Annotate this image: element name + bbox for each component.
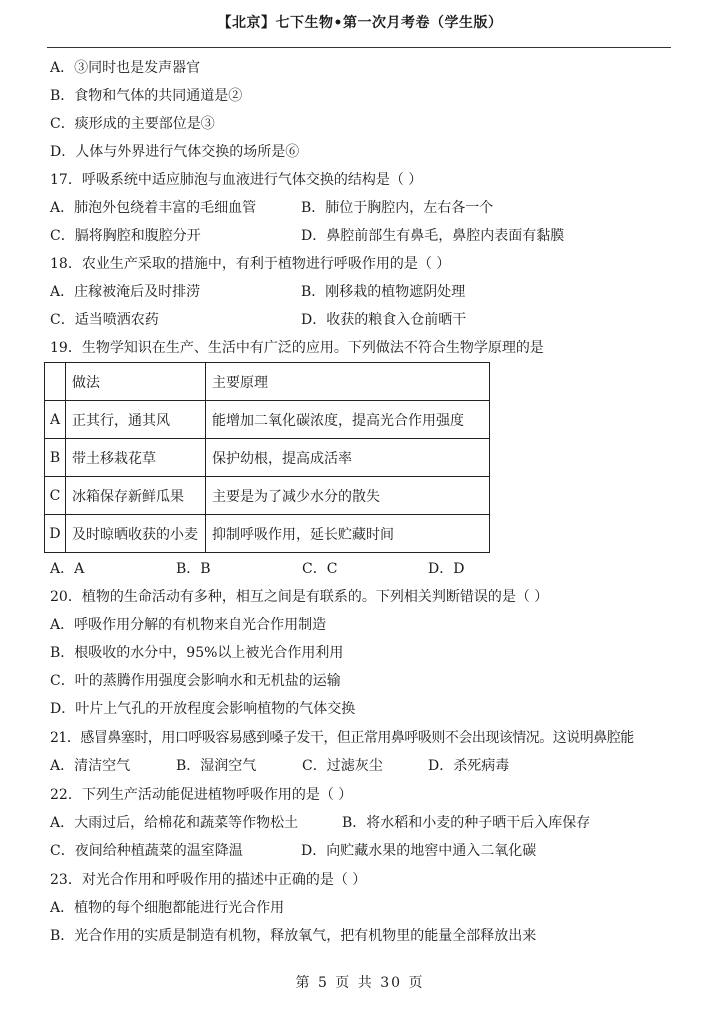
q17-option-c: C．膈将胸腔和腹腔分开 [50, 228, 201, 244]
q21-option-a: A．清洁空气 [50, 758, 131, 774]
q20-stem: 20．植物的生命活动有多种，相互之间是有联系的。下列相关判断错误的是（ ） [50, 589, 549, 605]
q18-stem: 18．农业生产采取的措施中，有利于植物进行呼吸作用的是（ ） [50, 256, 451, 272]
q22-option-c: C．夜间给种植蔬菜的温室降温 [50, 843, 243, 859]
table-cell: 及时晾晒收获的小麦 [66, 515, 206, 553]
q16-option-b: B．食物和气体的共同通道是② [50, 88, 243, 104]
q22-option-b: B．将水稻和小麦的种子晒干后入库保存 [342, 815, 591, 831]
table-header-cell: 主要原理 [206, 363, 490, 401]
q21-stem: 21．感冒鼻塞时，用口呼吸容易感到嗓子发干，但正常用鼻呼吸则不会出现该情况。这说明鼻腔能 [50, 730, 634, 746]
q16-option-d: D．人体与外界进行气体交换的场所是⑥ [50, 144, 300, 160]
q23-option-b: B．光合作用的实质是制造有机物，释放氧气，把有机物里的能量全部释放出来 [50, 928, 537, 944]
table-row [45, 477, 490, 515]
table-row [45, 401, 490, 439]
table-cell: B [45, 439, 66, 477]
page-header: 【北京】七下生物•第一次月考卷（学生版） [217, 15, 503, 31]
q19-option-b: B．B [176, 561, 211, 577]
table-cell: 冰箱保存新鲜瓜果 [66, 477, 206, 515]
q22-option-a: A．大雨过后，给棉花和蔬菜等作物松土 [50, 815, 299, 831]
q20-option-b: B．根吸收的水分中，95%以上被光合作用利用 [50, 645, 344, 661]
q18-option-d: D．收获的粮食入仓前晒干 [301, 312, 467, 328]
q21-option-d: D．杀死病毒 [428, 758, 510, 774]
table-cell: D [45, 515, 66, 553]
table-cell: C [45, 477, 66, 515]
q20-option-a: A．呼吸作用分解的有机物来自光合作用制造 [50, 617, 327, 633]
header-divider [47, 47, 671, 48]
table-row [45, 439, 490, 477]
q23-option-a: A．植物的每个细胞都能进行光合作用 [50, 900, 285, 916]
q19-table [44, 362, 490, 553]
table-cell: A [45, 401, 66, 439]
q22-option-d: D．向贮藏水果的地窖中通入二氧化碳 [301, 843, 537, 859]
q21-option-b: B．湿润空气 [176, 758, 257, 774]
q19-option-a: A．A [50, 561, 85, 577]
table-row [45, 515, 490, 553]
table-cell: 带土移栽花草 [66, 439, 206, 477]
table-header-cell [45, 363, 66, 401]
q23-stem: 23．对光合作用和呼吸作用的描述中正确的是（ ） [50, 872, 367, 888]
q17-option-d: D．鼻腔前部生有鼻毛，鼻腔内表面有黏膜 [301, 228, 565, 244]
q17-stem: 17．呼吸系统中适应肺泡与血液进行气体交换的结构是（ ） [50, 172, 423, 188]
q16-option-a: A．③同时也是发声器官 [50, 60, 201, 76]
page-footer: 第 5 页 共 30 页 [295, 975, 425, 991]
q18-option-b: B．刚移栽的植物遮阴处理 [301, 284, 466, 300]
q16-option-c: C．痰形成的主要部位是③ [50, 116, 215, 132]
q17-option-a: A．肺泡外包绕着丰富的毛细血管 [50, 200, 257, 216]
q17-option-b: B．肺位于胸腔内，左右各一个 [301, 200, 494, 216]
q21-option-c: C．过滤灰尘 [302, 758, 383, 774]
table-header-row [45, 363, 490, 401]
q18-option-a: A．庄稼被淹后及时排涝 [50, 284, 201, 300]
q22-stem: 22．下列生产活动能促进植物呼吸作用的是（ ） [50, 787, 353, 803]
q18-option-c: C．适当喷洒农药 [50, 312, 159, 328]
table-cell: 正其行，通其风 [66, 401, 206, 439]
q19-stem: 19．生物学知识在生产、生活中有广泛的应用。下列做法不符合生物学原理的是 [50, 340, 544, 356]
table-cell: 抑制呼吸作用，延长贮藏时间 [206, 515, 490, 553]
q20-option-d: D．叶片上气孔的开放程度会影响植物的气体交换 [50, 701, 356, 717]
table-cell: 保护幼根，提高成活率 [206, 439, 490, 477]
q19-option-c: C．C [302, 561, 338, 577]
table-cell: 能增加二氧化碳浓度，提高光合作用强度 [206, 401, 490, 439]
q19-option-d: D．D [428, 561, 465, 577]
table-cell: 主要是为了减少水分的散失 [206, 477, 490, 515]
q20-option-c: C．叶的蒸腾作用强度会影响水和无机盐的运输 [50, 673, 341, 689]
table-header-cell: 做法 [66, 363, 206, 401]
